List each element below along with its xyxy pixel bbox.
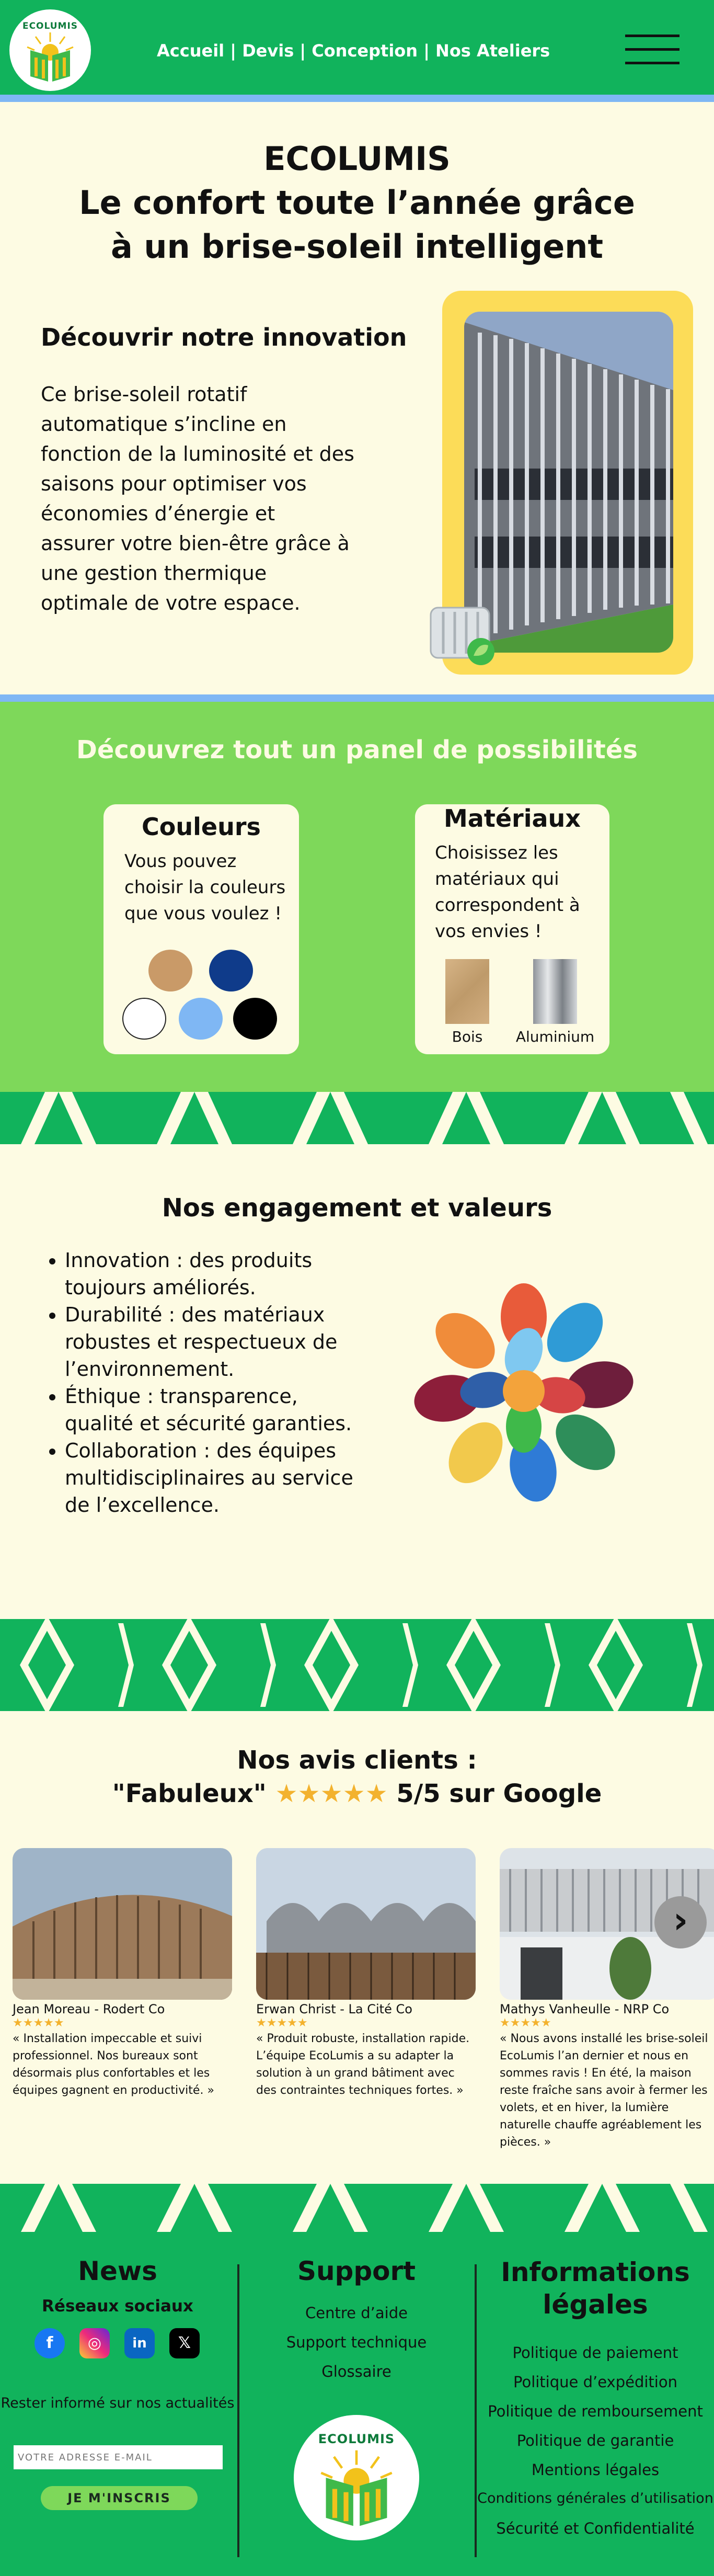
review-photo [256,1848,476,2000]
nav-separator: | [230,41,243,61]
review-author: Mathys Vanheulle - NRP Co [500,2002,670,2016]
newsletter-text: Rester informé sur nos actualités [1,2395,235,2411]
footer-logo-text: ECOLUMIS [318,2432,395,2446]
review-text: « Produit robuste, installation rapide. L’équipe EcoLumis a su adapter la solution à un grand bâtiment avec des contraintes techniques fortes. » [256,2032,470,2097]
legal-link[interactable]: Mentions légales [531,2461,660,2479]
subscribe-button[interactable]: JE M'INSCRIS [41,2486,198,2510]
main-nav [157,41,550,61]
social-title: Réseaux sociaux [42,2297,193,2316]
pattern-divider [0,1092,714,1144]
material-aluminium-swatch[interactable] [533,959,577,1024]
review-stars-icon: ★★★★★ [13,2016,64,2030]
values-list [49,1247,363,1519]
footer-support-title: Support [297,2256,416,2286]
support-link[interactable]: Centre d’aide [305,2304,408,2322]
reviews-quote: "Fabuleux" [112,1779,275,1808]
legal-link[interactable]: Politique de paiement [512,2344,678,2362]
review-author: Jean Moreau - Rodert Co [13,2002,165,2016]
linkedin-icon[interactable]: in [124,2328,155,2358]
value-item: • Innovation : des produits toujours améliorés. [65,1247,363,1301]
logo-text: ECOLUMIS [22,21,78,31]
color-swatch-navy[interactable] [209,950,253,991]
legal-title-line: Informations [501,2257,690,2287]
color-swatch-light-blue[interactable] [179,998,223,1040]
legal-link[interactable]: Politique de remboursement [488,2402,703,2420]
review-card [256,1848,476,2099]
materials-card-title: Matériaux [444,804,581,833]
panel-title: Découvrez tout un panel de possibilités [76,735,638,765]
hero-title [0,137,714,269]
legal-title-line: légales [543,2289,648,2320]
logo-sun-book-icon [294,2415,419,2540]
instagram-icon[interactable]: ◎ [79,2328,110,2358]
nav-separator: | [418,41,436,61]
logo-sun-book-icon [9,9,91,91]
material-wood-label: Bois [452,1028,483,1045]
hero-description: Ce brise-soleil rotatif automatique s’incline en fonction de la luminosité et des saisons pour optimiser vos économies d’énergie et assurer votre bien-être grâce à une gestion thermique optimale de votre espace. [41,383,354,614]
nav-design[interactable]: Conception [312,41,418,61]
menu-icon[interactable] [625,35,680,66]
colors-card [103,804,299,1054]
footer-news-title: News [78,2256,157,2286]
star-rating-icon: ★★★★★ [275,1779,388,1808]
color-swatch-beige[interactable] [148,950,192,991]
colors-card-title: Couleurs [142,813,261,841]
colors-card-text: Vous pouvez choisir la couleurs que vous voulez ! [124,851,286,924]
carousel-next-icon[interactable]: › [654,1896,707,1948]
radiator-leaf-icon [422,597,501,670]
reviews-heading: Nos avis clients : [237,1746,477,1775]
review-stars-icon: ★★★★★ [500,2016,551,2030]
nav-quote[interactable]: Devis [242,41,294,61]
material-aluminium-label: Aluminium [515,1028,595,1045]
nav-home[interactable]: Accueil [157,41,231,61]
reviews-title [0,1743,714,1810]
hero-title-line: Le confort toute l’année grâce [79,184,635,222]
value-item: • Collaboration : des équipes multidisciplinaires au service de l’excellence. [65,1437,363,1519]
review-text: « Installation impeccable et suivi professionnel. Nos bureaux sont désormais plus confortables et les équipes gagnent en productivité. » [13,2032,214,2097]
site-header [0,0,714,102]
material-wood-swatch[interactable] [445,959,489,1024]
hero-title-brand: ECOLUMIS [263,140,451,178]
review-author: Erwan Christ - La Cité Co [256,2002,412,2016]
color-swatch-white[interactable] [122,998,166,1040]
logo[interactable] [9,9,91,91]
footer-legal-title [477,2256,714,2321]
values-title: Nos engagement et valeurs [162,1193,552,1223]
footer-logo[interactable] [294,2415,419,2540]
review-card [500,1848,714,2151]
x-icon[interactable]: 𝕏 [169,2328,200,2358]
legal-link[interactable]: Politique de garantie [516,2432,674,2449]
review-stars-icon: ★★★★★ [256,2016,308,2030]
reviews-rating-line [0,1777,714,1810]
color-swatch-black[interactable] [233,998,277,1040]
pattern-divider [0,1619,714,1711]
nav-workshops[interactable]: Nos Ateliers [435,41,550,61]
nav-separator: | [294,41,312,61]
value-item: • Éthique : transparence, qualité et sécurité garanties. [65,1383,363,1437]
support-link[interactable]: Glossaire [321,2363,391,2380]
review-photo [13,1848,232,2000]
newsletter-email-input[interactable] [14,2445,223,2469]
support-link[interactable]: Support technique [286,2333,427,2351]
hero-title-line: à un brise-soleil intelligent [110,227,604,266]
legal-link[interactable]: Sécurité et Confidentialité [496,2520,695,2537]
legal-link[interactable]: Conditions générales d’utilisation [477,2490,713,2506]
site-footer [0,2232,714,2576]
materials-card-text: Choisissez les matériaux qui correspondent à vos envies ! [435,842,580,942]
review-card [13,1848,232,2099]
review-text: « Nous avons installé les brise-soleil EcoLumis l’an dernier et nous en sommes ravis ! En été, la maison reste fraîche sans avoir à fermer les volets, et en hiver, la lumière naturelle chauffe agréablement les pièces. » [500,2032,708,2149]
reviews-score: 5/5 sur Google [387,1779,602,1808]
hero-subtitle: Découvrir notre innovation [41,323,407,351]
facebook-icon[interactable]: f [34,2328,65,2358]
options-panel [0,694,714,1092]
hands-circle-illustration [408,1275,640,1507]
materials-card [415,804,609,1054]
pattern-divider [0,2184,714,2232]
value-item: • Durabilité : des matériaux robustes et respectueux de l’environnement. [65,1301,363,1383]
legal-link[interactable]: Politique d’expédition [513,2373,677,2391]
